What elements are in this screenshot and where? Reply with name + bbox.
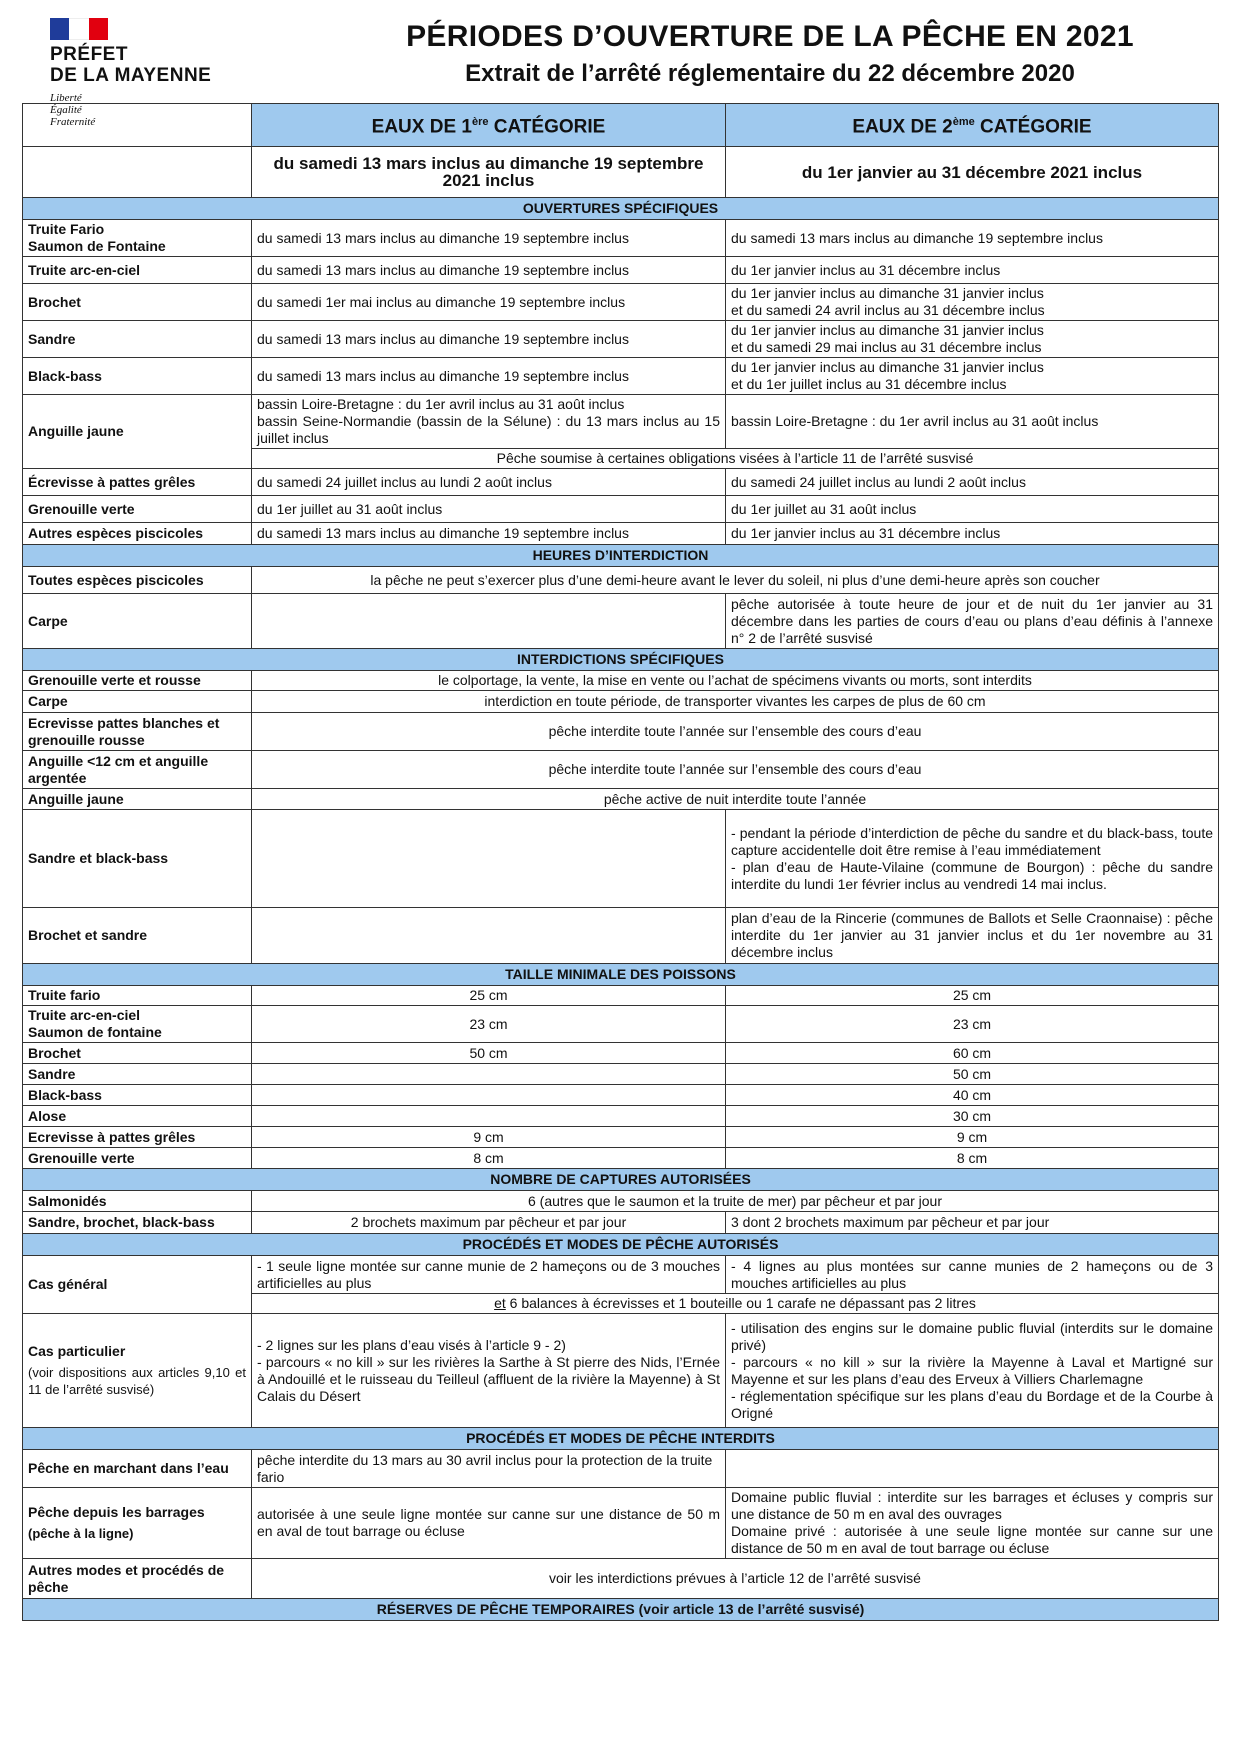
table-row bbox=[23, 751, 1219, 789]
cat2-cell: pêche autorisée à toute heure de jour et de nuit du 1er janvier au 31 décembre dans les parties de cours d’eau ou plans d’eau définis à l’annexe n° 2 de l’arrêté susvisé bbox=[726, 594, 1219, 649]
table-row bbox=[23, 1106, 1219, 1127]
row-label: Carpe bbox=[23, 691, 252, 713]
et-underlined: et bbox=[494, 1295, 506, 1311]
row-label: Ecrevisse pattes blanches et grenouille rousse bbox=[23, 713, 252, 751]
cat1-cell bbox=[252, 1106, 726, 1127]
both-cell: 6 (autres que le saumon et la truite de mer) par pêcheur et par jour bbox=[252, 1191, 1219, 1212]
paragraph: - réglementation spécifique sur les plans d’eau du Bordage et de la Courbe à Origné bbox=[731, 1387, 1213, 1421]
cat1-cell: 2 brochets maximum par pêcheur et par jour bbox=[252, 1212, 726, 1234]
row-label: Truite arc-en-ciel Saumon de fontaine bbox=[23, 1006, 252, 1043]
paragraph: Domaine public fluvial : interdite sur les barrages et écluses y compris sur une distance de 50 m en aval des ouvrages bbox=[731, 1489, 1213, 1522]
page-subtitle: Extrait de l’arrêté réglementaire du 22 décembre 2020 bbox=[465, 60, 1075, 87]
both-cell: voir les interdictions prévues à l’article 12 de l’arrêté susvisé bbox=[252, 1559, 1219, 1599]
both-cell: le colportage, la vente, la mise en vente ou l’achat de spécimens vivants ou morts, sont interdits bbox=[252, 671, 1219, 691]
cat2-cell: du 1er janvier inclus au dimanche 31 janvier inclus et du samedi 24 avril inclus au 31 décembre inclus bbox=[726, 284, 1219, 321]
table-row bbox=[23, 1256, 1219, 1294]
cat2-cell: 8 cm bbox=[726, 1148, 1219, 1169]
row-label: Alose bbox=[23, 1106, 252, 1127]
row-label: Ecrevisse à pattes grêles bbox=[23, 1127, 252, 1148]
french-flag-icon bbox=[50, 18, 108, 40]
cat1-cell bbox=[252, 908, 726, 964]
cat1-cell: 8 cm bbox=[252, 1148, 726, 1169]
section-title-captures: NOMBRE DE CAPTURES AUTORISÉES bbox=[23, 1169, 1219, 1191]
cat2-cell: 50 cm bbox=[726, 1064, 1219, 1085]
table-row bbox=[23, 1559, 1219, 1599]
cat2-cell: du 1er janvier inclus au 31 décembre inclus bbox=[726, 523, 1219, 545]
section-row-interdictions bbox=[23, 649, 1219, 671]
section-row-interdits bbox=[23, 1428, 1219, 1450]
row-label: Cas général bbox=[23, 1256, 252, 1314]
row-label: Écrevisse à pattes grêles bbox=[23, 469, 252, 496]
section-title-interdictions: INTERDICTIONS SPÉCIFIQUES bbox=[23, 649, 1219, 671]
note-cell: Pêche soumise à certaines obligations visées à l’article 11 de l’arrêté susvisé bbox=[252, 449, 1219, 469]
cat2-title: EAUX DE 2ème CATÉGORIE bbox=[726, 104, 1219, 147]
cat1-cell: - 1 seule ligne montée sur canne munie de 2 hameçons ou de 3 mouches artificielles au plus bbox=[252, 1256, 726, 1294]
table-row bbox=[23, 358, 1219, 395]
table-row bbox=[23, 1127, 1219, 1148]
cat2-cell: 30 cm bbox=[726, 1106, 1219, 1127]
row-label: Anguille jaune bbox=[23, 789, 252, 810]
cat1-cell: pêche interdite du 13 mars au 30 avril inclus pour la protection de la truite fario bbox=[252, 1450, 726, 1488]
cat2-cell: plan d’eau de la Rincerie (communes de Ballots et Selle Craonnaise) : pêche interdite du 1er janvier au 31 janvier inclus et du 1er novembre au 31 décembre inclus bbox=[726, 908, 1219, 964]
cat2-cell: 60 cm bbox=[726, 1043, 1219, 1064]
cat1-cell: 9 cm bbox=[252, 1127, 726, 1148]
row-label: Truite arc-en-ciel bbox=[23, 257, 252, 284]
row-label: Autres espèces piscicoles bbox=[23, 523, 252, 545]
paragraph: - parcours « no kill » sur la rivière la Mayenne à Laval et Martigné sur Mayenne et sur les plans d’eau des Erveux à Villiers Charlemagne bbox=[731, 1353, 1213, 1387]
both-cell bbox=[252, 1294, 1219, 1314]
table-row bbox=[23, 220, 1219, 257]
both-cell: la pêche ne peut s’exercer plus d’une demi-heure avant le lever du soleil, ni plus d’une demi-heure après son coucher bbox=[252, 567, 1219, 594]
paragraph: - 2 lignes sur les plans d’eau visés à l’article 9 - 2) bbox=[257, 1336, 566, 1353]
cat1-cell bbox=[252, 1085, 726, 1106]
table-row bbox=[23, 1314, 1219, 1428]
cat2-cell: du 1er janvier inclus au dimanche 31 janvier inclus et du 1er juillet inclus au 31 décembre inclus bbox=[726, 358, 1219, 395]
section-row-ouvertures bbox=[23, 198, 1219, 220]
regulation-table bbox=[22, 103, 1219, 1621]
cat2-cell: du samedi 24 juillet inclus au lundi 2 août inclus bbox=[726, 469, 1219, 496]
section-row-heures bbox=[23, 545, 1219, 567]
paragraph: - utilisation des engins sur le domaine public fluvial (interdits sur le domaine privé) bbox=[731, 1319, 1213, 1353]
cat1-cell: du samedi 24 juillet inclus au lundi 2 août inclus bbox=[252, 469, 726, 496]
row-label bbox=[23, 1314, 252, 1428]
section-title-taille: TAILLE MINIMALE DES POISSONS bbox=[23, 964, 1219, 986]
row-label: Brochet bbox=[23, 1043, 252, 1064]
cat2-cell: du 1er janvier inclus au dimanche 31 janvier inclus et du samedi 29 mai inclus au 31 décembre inclus bbox=[726, 321, 1219, 358]
table-row bbox=[23, 395, 1219, 449]
devise-egalite: Égalité bbox=[50, 104, 82, 116]
cat2-cell: - 4 lignes au plus montées sur canne munies de 2 hameçons ou de 3 mouches artificielles au plus bbox=[726, 1256, 1219, 1294]
section-title-reserves: RÉSERVES DE PÊCHE TEMPORAIRES (voir article 13 de l’arrêté susvisé) bbox=[23, 1599, 1219, 1621]
table-row bbox=[23, 567, 1219, 594]
paragraph: Domaine privé : autorisée à une seule ligne montée sur canne sur une distance de 50 m en aval de tout barrage ou écluse bbox=[731, 1523, 1213, 1556]
section-title-heures: HEURES D’INTERDICTION bbox=[23, 545, 1219, 567]
table-row bbox=[23, 1085, 1219, 1106]
table-row bbox=[23, 1488, 1219, 1559]
page-header bbox=[330, 20, 1210, 88]
row-label: Black-bass bbox=[23, 1085, 252, 1106]
label-sub: (voir dispositions aux articles 9,10 et 11 de l’arrêté susvisé) bbox=[28, 1365, 246, 1397]
blank-corner-2 bbox=[23, 147, 252, 198]
both-cell: pêche interdite toute l’année sur l’ensemble des cours d’eau bbox=[252, 713, 1219, 751]
table-row bbox=[23, 257, 1219, 284]
cat1-cell: du samedi 13 mars inclus au dimanche 19 septembre inclus bbox=[252, 358, 726, 395]
label-main: Cas particulier bbox=[28, 1343, 126, 1359]
section-title-ouvertures: OUVERTURES SPÉCIFIQUES bbox=[23, 198, 1219, 220]
table-row bbox=[23, 671, 1219, 691]
cat1-cell: du samedi 13 mars inclus au dimanche 19 septembre inclus bbox=[252, 321, 726, 358]
cat2-cell bbox=[726, 810, 1219, 908]
row-label: Autres modes et procédés de pêche bbox=[23, 1559, 252, 1599]
row-label: Sandre bbox=[23, 321, 252, 358]
row-label: Brochet bbox=[23, 284, 252, 321]
row-label: Anguille <12 cm et anguille argentée bbox=[23, 751, 252, 789]
table-row bbox=[23, 469, 1219, 496]
category-title-row bbox=[23, 104, 1219, 147]
cat2-cell: 40 cm bbox=[726, 1085, 1219, 1106]
table-row bbox=[23, 496, 1219, 523]
paragraph: - pendant la période d’interdiction de pêche du sandre et du black-bass, toute capture accidentelle doit être remise à l’eau immédiatement bbox=[731, 824, 1213, 858]
row-label: Grenouille verte bbox=[23, 496, 252, 523]
cat1-cell bbox=[252, 810, 726, 908]
cat2-period: du 1er janvier au 31 décembre 2021 inclus bbox=[726, 147, 1219, 198]
table-row bbox=[23, 1064, 1219, 1085]
cat2-cell: 25 cm bbox=[726, 986, 1219, 1006]
cat1-cell: autorisée à une seule ligne montée sur canne sur une distance de 50 m en aval de tout barrage ou écluse bbox=[252, 1488, 726, 1559]
table-row bbox=[23, 321, 1219, 358]
cat1-cell bbox=[252, 594, 726, 649]
table-row bbox=[23, 810, 1219, 908]
devise-liberte: Liberté bbox=[50, 92, 82, 104]
row-label: Grenouille verte et rousse bbox=[23, 671, 252, 691]
table-row bbox=[23, 1212, 1219, 1234]
both-cell: pêche interdite toute l’année sur l’ensemble des cours d’eau bbox=[252, 751, 1219, 789]
both-cell: interdiction en toute période, de transporter vivantes les carpes de plus de 60 cm bbox=[252, 691, 1219, 713]
table-row bbox=[23, 284, 1219, 321]
blank-corner bbox=[23, 104, 252, 147]
table-row bbox=[23, 523, 1219, 545]
table-row bbox=[23, 1148, 1219, 1169]
cat1-cell: 25 cm bbox=[252, 986, 726, 1006]
section-title-interdits: PROCÉDÉS ET MODES DE PÊCHE INTERDITS bbox=[23, 1428, 1219, 1450]
row-label: Sandre et black-bass bbox=[23, 810, 252, 908]
row-label: Anguille jaune bbox=[23, 395, 252, 469]
devise-fraternite: Fraternité bbox=[50, 116, 96, 128]
row-label bbox=[23, 1488, 252, 1559]
cat1-cell: du 1er juillet au 31 août inclus bbox=[252, 496, 726, 523]
table-body bbox=[23, 104, 1219, 1621]
cat2-cell bbox=[726, 1488, 1219, 1559]
table-row bbox=[23, 789, 1219, 810]
cat1-cell: du samedi 13 mars inclus au dimanche 19 septembre inclus bbox=[252, 523, 726, 545]
paragraph: - parcours « no kill » sur les rivières la Sarthe à St pierre des Nids, l’Ernée à Andouillé et le ruisseau du Teilleul (affluent de la rivière la Mayenne) à St Calais du Désert bbox=[257, 1353, 720, 1404]
category-period-row bbox=[23, 147, 1219, 198]
cat2-cell: 23 cm bbox=[726, 1006, 1219, 1043]
row-label: Black-bass bbox=[23, 358, 252, 395]
row-label: Pêche en marchant dans l’eau bbox=[23, 1450, 252, 1488]
cat1-cell: du samedi 1er mai inclus au dimanche 19 septembre inclus bbox=[252, 284, 726, 321]
logo-line-2: DE LA MAYENNE bbox=[50, 65, 212, 86]
row-label: Salmonidés bbox=[23, 1191, 252, 1212]
cat1-cell: du samedi 13 mars inclus au dimanche 19 septembre inclus bbox=[252, 257, 726, 284]
section-row-taille bbox=[23, 964, 1219, 986]
paragraph: - plan d’eau de Haute-Vilaine (commune de Bourgon) : pêche du sandre interdite du lundi 1er février inclus au vendredi 14 mai inclus. bbox=[731, 858, 1213, 892]
section-row-reserves bbox=[23, 1599, 1219, 1621]
row-label: Toutes espèces piscicoles bbox=[23, 567, 252, 594]
cat2-cell: bassin Loire-Bretagne : du 1er avril inclus au 31 août inclus bbox=[726, 395, 1219, 449]
cat2-cell: du 1er janvier inclus au 31 décembre inclus bbox=[726, 257, 1219, 284]
cat1-title: EAUX DE 1ère CATÉGORIE bbox=[252, 104, 726, 147]
both-text: 6 balances à écrevisses et 1 bouteille ou 1 carafe ne dépassant pas 2 litres bbox=[505, 1295, 976, 1311]
table-row bbox=[23, 1043, 1219, 1064]
section-row-captures bbox=[23, 1169, 1219, 1191]
row-label: Sandre, brochet, black-bass bbox=[23, 1212, 252, 1234]
page-title: PÉRIODES D’OUVERTURE DE LA PÊCHE EN 2021 bbox=[406, 20, 1134, 53]
cat1-cell: 23 cm bbox=[252, 1006, 726, 1043]
row-label: Sandre bbox=[23, 1064, 252, 1085]
table-row bbox=[23, 691, 1219, 713]
cat1-cell: du samedi 13 mars inclus au dimanche 19 septembre inclus bbox=[252, 220, 726, 257]
table-row bbox=[23, 713, 1219, 751]
section-row-autorises bbox=[23, 1234, 1219, 1256]
row-label: Truite fario bbox=[23, 986, 252, 1006]
cat2-cell: du samedi 13 mars inclus au dimanche 19 septembre inclus bbox=[726, 220, 1219, 257]
cat1-cell: 50 cm bbox=[252, 1043, 726, 1064]
table-row bbox=[23, 1191, 1219, 1212]
cat1-period: du samedi 13 mars inclus au dimanche 19 septembre 2021 inclus bbox=[252, 147, 726, 198]
row-label: Truite Fario Saumon de Fontaine bbox=[23, 220, 252, 257]
row-label: Carpe bbox=[23, 594, 252, 649]
cat2-cell bbox=[726, 1314, 1219, 1428]
row-label: Brochet et sandre bbox=[23, 908, 252, 964]
table-row bbox=[23, 594, 1219, 649]
label-main: Pêche depuis les barrages bbox=[28, 1504, 205, 1520]
cat2-cell bbox=[726, 1450, 1219, 1488]
cat2-cell: du 1er juillet au 31 août inclus bbox=[726, 496, 1219, 523]
table-row bbox=[23, 986, 1219, 1006]
table-row bbox=[23, 1450, 1219, 1488]
cat1-cell: bassin Loire-Bretagne : du 1er avril inclus au 31 août inclus bassin Seine-Normandie (bassin de la Sélune) : du 13 mars inclus au 15 juillet inclus bbox=[252, 395, 726, 449]
cat2-cell: 3 dont 2 brochets maximum par pêcheur et par jour bbox=[726, 1212, 1219, 1234]
logo-line-1: PRÉFET bbox=[50, 44, 128, 65]
both-cell: pêche active de nuit interdite toute l’année bbox=[252, 789, 1219, 810]
section-title-autorises: PROCÉDÉS ET MODES DE PÊCHE AUTORISÉS bbox=[23, 1234, 1219, 1256]
table-row bbox=[23, 1006, 1219, 1043]
cat1-cell bbox=[252, 1314, 726, 1428]
cat2-cell: 9 cm bbox=[726, 1127, 1219, 1148]
cat1-cell bbox=[252, 1064, 726, 1085]
label-sub: (pêche à la ligne) bbox=[28, 1526, 134, 1541]
table-row bbox=[23, 908, 1219, 964]
row-label: Grenouille verte bbox=[23, 1148, 252, 1169]
